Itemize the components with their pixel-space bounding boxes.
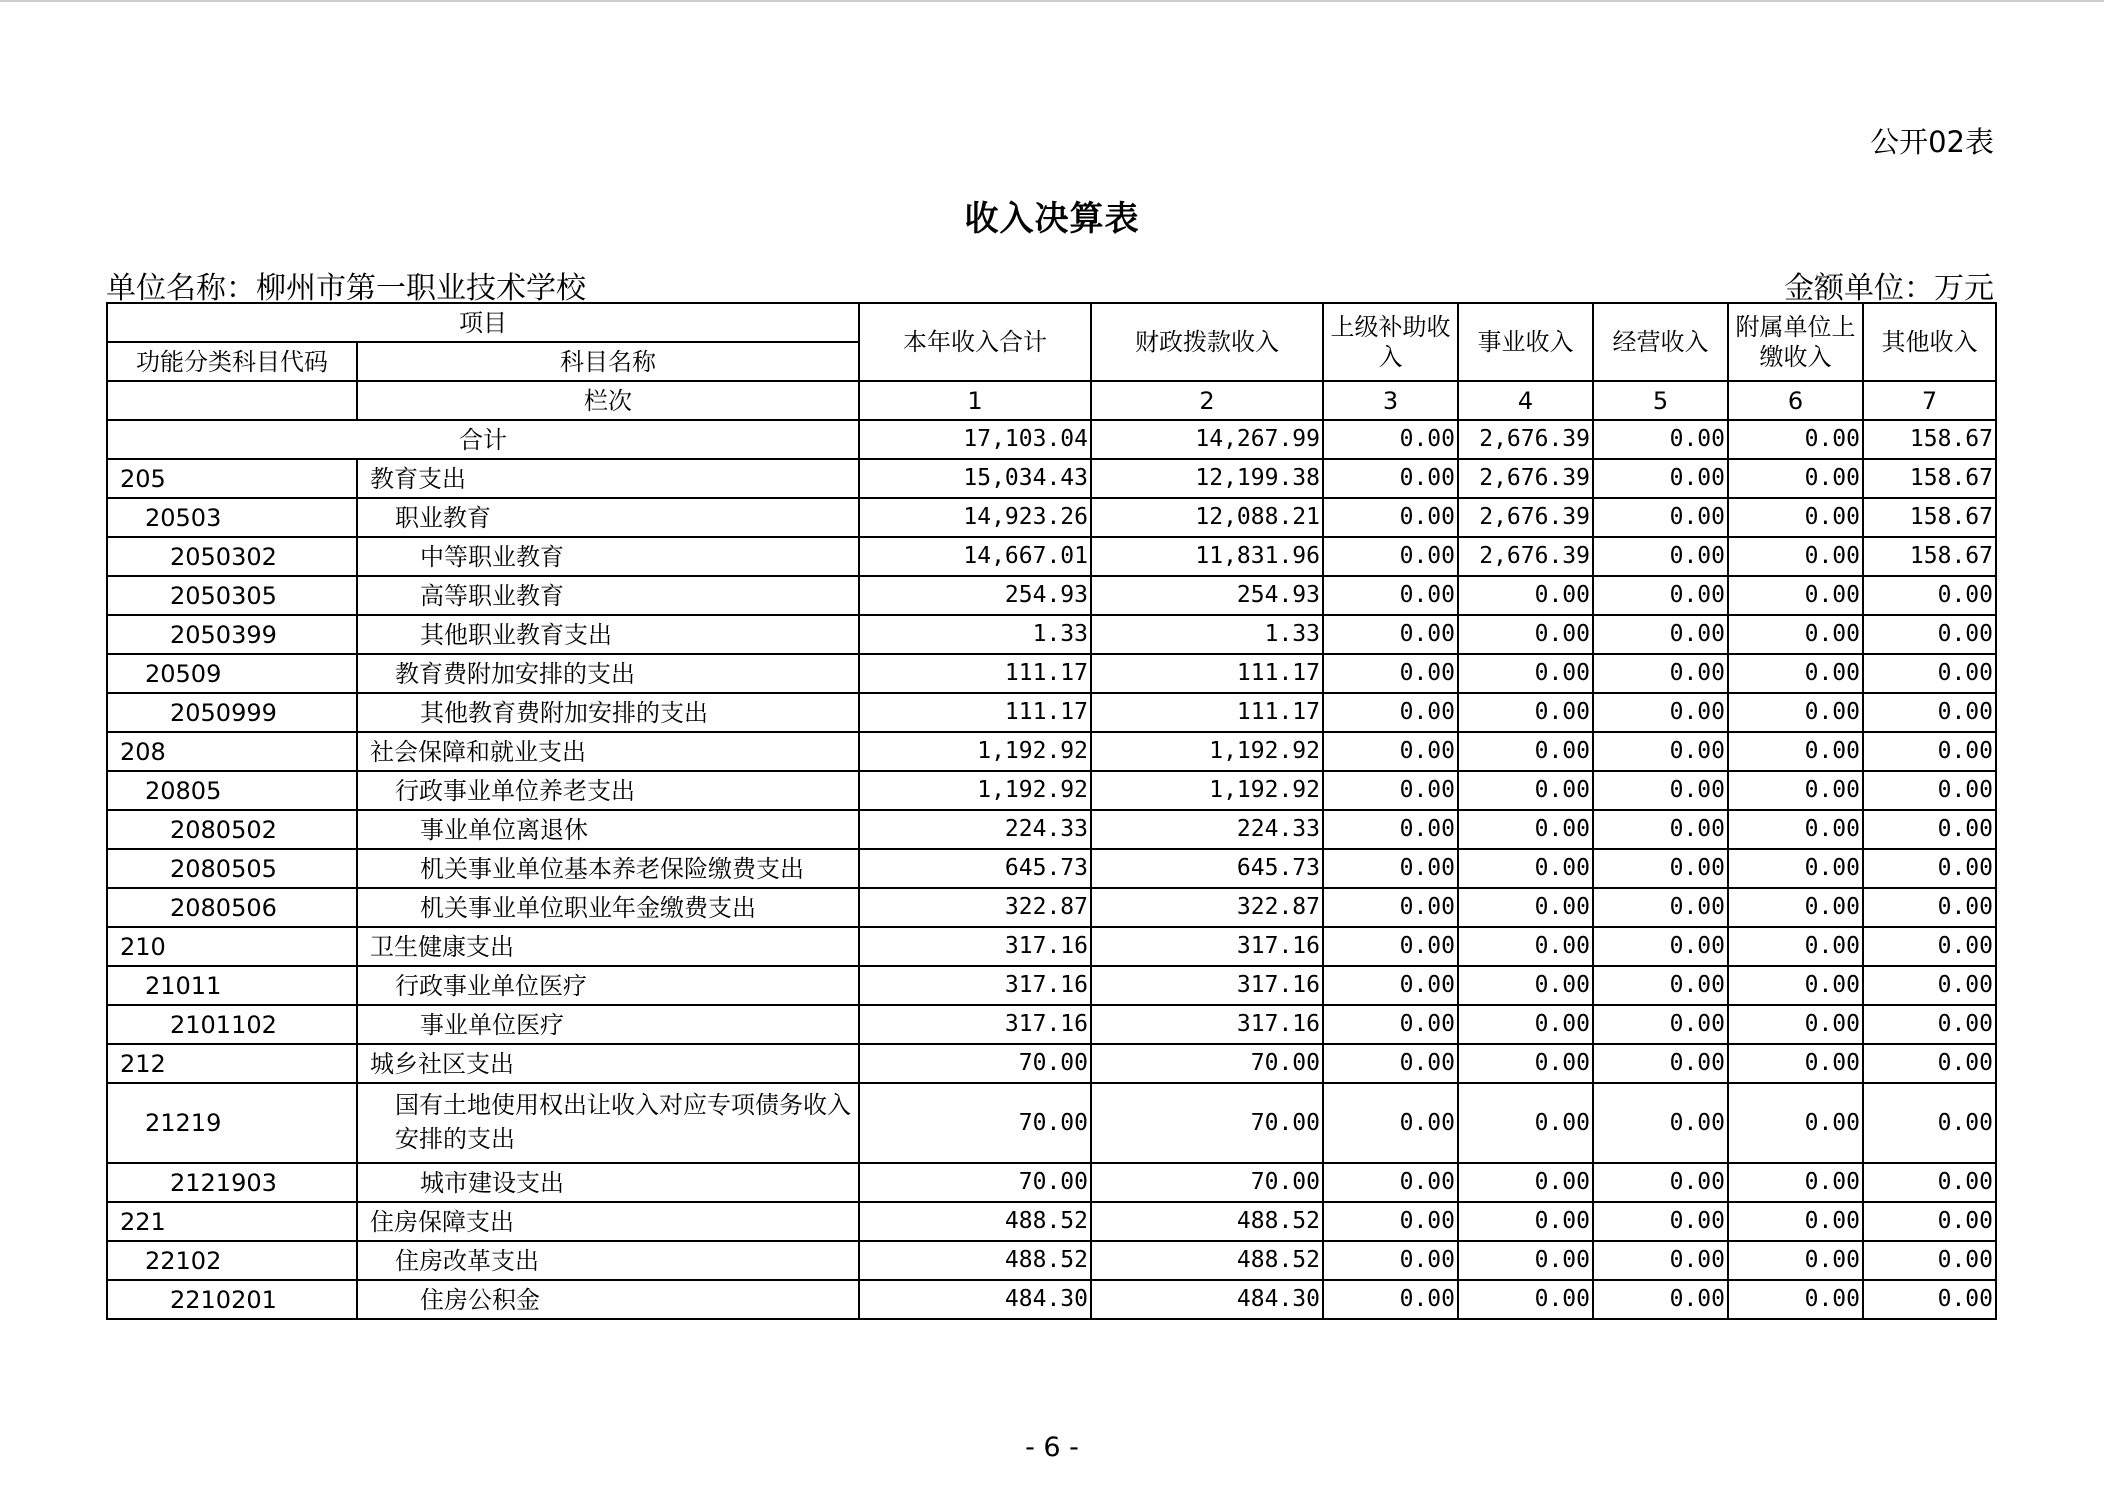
amount-cell: 0.00: [1458, 693, 1593, 732]
table-row: [107, 576, 1996, 615]
amount-cell: 0.00: [1728, 1005, 1863, 1044]
total-row: [107, 420, 1996, 459]
subject-name: 教育支出: [357, 459, 859, 498]
amount-cell: 322.87: [1091, 888, 1323, 927]
amount-cell: 0.00: [1458, 654, 1593, 693]
amount-cell: 0.00: [1593, 927, 1728, 966]
amount-cell: 0.00: [1323, 537, 1458, 576]
amount-cell: 0.00: [1458, 849, 1593, 888]
top-border-line: [0, 0, 2104, 2]
table-row: [107, 615, 1996, 654]
header-col-4: 事业收入: [1458, 303, 1593, 381]
table-row: [107, 1202, 1996, 1241]
amount-cell: 317.16: [1091, 966, 1323, 1005]
amount-cell: 70.00: [1091, 1083, 1323, 1163]
amount-cell: 0.00: [1593, 654, 1728, 693]
amount-cell: 0.00: [1728, 576, 1863, 615]
total-value: 17,103.04: [859, 420, 1091, 459]
amount-cell: 0.00: [1728, 927, 1863, 966]
amount-cell: 0.00: [1458, 1163, 1593, 1202]
subject-name: 住房改革支出: [357, 1241, 859, 1280]
amount-unit: 金额单位：万元: [1784, 271, 1994, 306]
amount-cell: 224.33: [859, 810, 1091, 849]
amount-cell: 70.00: [859, 1163, 1091, 1202]
subject-code: 20509: [107, 654, 357, 693]
column-number-3: 3: [1323, 381, 1458, 420]
column-index-row: [107, 381, 1996, 420]
header-item: 项目: [107, 303, 859, 342]
subject-name: 其他教育费附加安排的支出: [357, 693, 859, 732]
amount-cell: 0.00: [1728, 810, 1863, 849]
total-label: 合计: [107, 420, 859, 459]
amount-cell: 0.00: [1593, 1044, 1728, 1083]
header-name: 科目名称: [357, 342, 859, 381]
subject-code: 22102: [107, 1241, 357, 1280]
amount-cell: 0.00: [1323, 615, 1458, 654]
amount-cell: 0.00: [1593, 576, 1728, 615]
amount-cell: 0.00: [1863, 732, 1996, 771]
amount-cell: 0.00: [1323, 927, 1458, 966]
subject-name: 其他职业教育支出: [357, 615, 859, 654]
amount-cell: 488.52: [859, 1241, 1091, 1280]
subject-code: 205: [107, 459, 357, 498]
subject-name: 住房公积金: [357, 1280, 859, 1319]
subject-name: 城乡社区支出: [357, 1044, 859, 1083]
amount-cell: 0.00: [1593, 1202, 1728, 1241]
amount-cell: 0.00: [1728, 1202, 1863, 1241]
amount-cell: 158.67: [1863, 459, 1996, 498]
amount-cell: 1.33: [859, 615, 1091, 654]
subject-code: 2080505: [107, 849, 357, 888]
total-value: 2,676.39: [1458, 420, 1593, 459]
amount-cell: 11,831.96: [1091, 537, 1323, 576]
amount-cell: 0.00: [1323, 654, 1458, 693]
table-row: [107, 810, 1996, 849]
subject-code: 20503: [107, 498, 357, 537]
amount-cell: 0.00: [1458, 1005, 1593, 1044]
subject-name: 机关事业单位基本养老保险缴费支出: [357, 849, 859, 888]
subject-code: 2121903: [107, 1163, 357, 1202]
amount-cell: 0.00: [1728, 537, 1863, 576]
amount-cell: 0.00: [1323, 888, 1458, 927]
column-index-label: 栏次: [357, 381, 859, 420]
subject-code: 2050999: [107, 693, 357, 732]
amount-cell: 0.00: [1863, 849, 1996, 888]
total-value: 0.00: [1728, 420, 1863, 459]
amount-cell: 0.00: [1593, 1005, 1728, 1044]
subject-code: 210: [107, 927, 357, 966]
amount-cell: 0.00: [1593, 966, 1728, 1005]
amount-cell: 0.00: [1863, 966, 1996, 1005]
amount-cell: 0.00: [1593, 498, 1728, 537]
amount-cell: 0.00: [1863, 654, 1996, 693]
subject-code: 2080506: [107, 888, 357, 927]
amount-cell: 1,192.92: [1091, 771, 1323, 810]
amount-cell: 0.00: [1323, 771, 1458, 810]
amount-cell: 0.00: [1863, 888, 1996, 927]
amount-cell: 0.00: [1323, 810, 1458, 849]
amount-cell: 0.00: [1323, 693, 1458, 732]
amount-cell: 70.00: [1091, 1163, 1323, 1202]
table-row: [107, 771, 1996, 810]
table-row: [107, 732, 1996, 771]
amount-cell: 0.00: [1458, 1202, 1593, 1241]
amount-cell: 70.00: [859, 1083, 1091, 1163]
table-row: [107, 1280, 1996, 1319]
amount-cell: 0.00: [1728, 1044, 1863, 1083]
amount-cell: 2,676.39: [1458, 537, 1593, 576]
page-title: 收入决算表: [964, 199, 1140, 239]
subject-name: 事业单位离退休: [357, 810, 859, 849]
amount-cell: 0.00: [1728, 849, 1863, 888]
subject-code: 2050302: [107, 537, 357, 576]
form-number: 公开02表: [1870, 125, 1994, 159]
amount-cell: 0.00: [1458, 927, 1593, 966]
amount-cell: 317.16: [859, 927, 1091, 966]
amount-cell: 0.00: [1863, 927, 1996, 966]
amount-cell: 0.00: [1323, 1083, 1458, 1163]
amount-cell: 0.00: [1458, 888, 1593, 927]
column-number-4: 4: [1458, 381, 1593, 420]
amount-cell: 0.00: [1728, 1083, 1863, 1163]
subject-name: 教育费附加安排的支出: [357, 654, 859, 693]
amount-cell: 0.00: [1593, 810, 1728, 849]
subject-name: 中等职业教育: [357, 537, 859, 576]
amount-cell: 0.00: [1323, 1163, 1458, 1202]
amount-cell: 1.33: [1091, 615, 1323, 654]
amount-cell: 0.00: [1593, 888, 1728, 927]
amount-cell: 317.16: [859, 1005, 1091, 1044]
subject-name: 机关事业单位职业年金缴费支出: [357, 888, 859, 927]
amount-cell: 484.30: [1091, 1280, 1323, 1319]
subject-code: 208: [107, 732, 357, 771]
table-row: [107, 966, 1996, 1005]
amount-cell: 1,192.92: [1091, 732, 1323, 771]
amount-cell: 0.00: [1863, 771, 1996, 810]
amount-cell: 0.00: [1323, 966, 1458, 1005]
amount-cell: 0.00: [1458, 1083, 1593, 1163]
amount-cell: 1,192.92: [859, 771, 1091, 810]
amount-cell: 0.00: [1323, 1202, 1458, 1241]
subject-name: 高等职业教育: [357, 576, 859, 615]
amount-cell: 0.00: [1593, 537, 1728, 576]
amount-cell: 111.17: [859, 693, 1091, 732]
table-row: [107, 849, 1996, 888]
amount-cell: 488.52: [1091, 1241, 1323, 1280]
amount-cell: 0.00: [1323, 459, 1458, 498]
amount-cell: 0.00: [1593, 1241, 1728, 1280]
amount-cell: 0.00: [1728, 615, 1863, 654]
amount-cell: 0.00: [1458, 1044, 1593, 1083]
subject-code: 2050399: [107, 615, 357, 654]
amount-cell: 317.16: [1091, 1005, 1323, 1044]
amount-cell: 0.00: [1728, 1241, 1863, 1280]
amount-cell: 0.00: [1728, 693, 1863, 732]
amount-cell: 12,088.21: [1091, 498, 1323, 537]
amount-cell: 0.00: [1323, 1005, 1458, 1044]
header-col-7: 其他收入: [1863, 303, 1996, 381]
amount-cell: 0.00: [1728, 771, 1863, 810]
amount-cell: 0.00: [1593, 732, 1728, 771]
amount-cell: 0.00: [1593, 849, 1728, 888]
table-row: [107, 927, 1996, 966]
header-code: 功能分类科目代码: [107, 342, 357, 381]
amount-cell: 0.00: [1593, 459, 1728, 498]
amount-cell: 0.00: [1863, 1163, 1996, 1202]
amount-cell: 0.00: [1863, 810, 1996, 849]
amount-cell: 12,199.38: [1091, 459, 1323, 498]
table-row: [107, 1163, 1996, 1202]
header-col-6: 附属单位上缴收入: [1728, 303, 1863, 381]
amount-cell: 0.00: [1593, 693, 1728, 732]
amount-cell: 0.00: [1728, 1163, 1863, 1202]
total-value: 0.00: [1593, 420, 1728, 459]
total-value: 158.67: [1863, 420, 1996, 459]
column-number-7: 7: [1863, 381, 1996, 420]
amount-cell: 645.73: [1091, 849, 1323, 888]
amount-cell: 645.73: [859, 849, 1091, 888]
amount-cell: 111.17: [1091, 693, 1323, 732]
amount-cell: 0.00: [1458, 576, 1593, 615]
amount-cell: 0.00: [1863, 1241, 1996, 1280]
amount-cell: 254.93: [859, 576, 1091, 615]
amount-cell: 70.00: [859, 1044, 1091, 1083]
amount-cell: 14,923.26: [859, 498, 1091, 537]
amount-cell: 0.00: [1863, 1083, 1996, 1163]
amount-cell: 0.00: [1728, 498, 1863, 537]
amount-cell: 0.00: [1323, 732, 1458, 771]
total-value: 0.00: [1323, 420, 1458, 459]
amount-cell: 488.52: [1091, 1202, 1323, 1241]
amount-cell: 0.00: [1728, 888, 1863, 927]
subject-name: 国有土地使用权出让收入对应专项债务收入安排的支出: [357, 1083, 859, 1163]
column-number-6: 6: [1728, 381, 1863, 420]
amount-cell: 0.00: [1323, 576, 1458, 615]
amount-cell: 0.00: [1458, 1280, 1593, 1319]
table-row: [107, 498, 1996, 537]
table-row: [107, 888, 1996, 927]
amount-cell: 0.00: [1593, 1083, 1728, 1163]
header-col-3: 上级补助收入: [1323, 303, 1458, 381]
table-row: [107, 459, 1996, 498]
amount-cell: 254.93: [1091, 576, 1323, 615]
amount-cell: 0.00: [1593, 771, 1728, 810]
subject-code: 2101102: [107, 1005, 357, 1044]
amount-cell: 0.00: [1323, 498, 1458, 537]
subject-name: 卫生健康支出: [357, 927, 859, 966]
column-number-2: 2: [1091, 381, 1323, 420]
table-row: [107, 1005, 1996, 1044]
amount-cell: 0.00: [1728, 1280, 1863, 1319]
subject-name: 行政事业单位养老支出: [357, 771, 859, 810]
table-row: [107, 1083, 1996, 1163]
header-col-1: 本年收入合计: [859, 303, 1091, 381]
subject-name: 事业单位医疗: [357, 1005, 859, 1044]
amount-cell: 0.00: [1323, 1241, 1458, 1280]
amount-cell: 0.00: [1323, 1044, 1458, 1083]
amount-cell: 14,667.01: [859, 537, 1091, 576]
amount-cell: 0.00: [1458, 771, 1593, 810]
amount-cell: 317.16: [1091, 927, 1323, 966]
amount-cell: 484.30: [859, 1280, 1091, 1319]
table-row: [107, 1241, 1996, 1280]
amount-cell: 2,676.39: [1458, 498, 1593, 537]
page-number: - 6 -: [1025, 1432, 1079, 1463]
amount-cell: 70.00: [1091, 1044, 1323, 1083]
amount-cell: 0.00: [1863, 1280, 1996, 1319]
amount-cell: 317.16: [859, 966, 1091, 1005]
amount-cell: 0.00: [1863, 615, 1996, 654]
amount-cell: 224.33: [1091, 810, 1323, 849]
subject-code: 221: [107, 1202, 357, 1241]
subject-code: 212: [107, 1044, 357, 1083]
amount-cell: 0.00: [1863, 1005, 1996, 1044]
amount-cell: 0.00: [1593, 1163, 1728, 1202]
amount-cell: 0.00: [1458, 615, 1593, 654]
table-row: [107, 1044, 1996, 1083]
subject-name: 社会保障和就业支出: [357, 732, 859, 771]
amount-cell: 0.00: [1458, 1241, 1593, 1280]
amount-cell: 322.87: [859, 888, 1091, 927]
subject-code: 21011: [107, 966, 357, 1005]
unit-name: 单位名称：柳州市第一职业技术学校: [106, 271, 586, 306]
subject-code: 2080502: [107, 810, 357, 849]
subject-code: 21219: [107, 1083, 357, 1163]
amount-cell: 0.00: [1863, 1202, 1996, 1241]
amount-cell: 0.00: [1593, 615, 1728, 654]
amount-cell: 0.00: [1728, 732, 1863, 771]
column-number-5: 5: [1593, 381, 1728, 420]
amount-cell: 0.00: [1458, 966, 1593, 1005]
amount-cell: 0.00: [1458, 810, 1593, 849]
amount-cell: 0.00: [1728, 654, 1863, 693]
subject-code: 2050305: [107, 576, 357, 615]
subject-name: 职业教育: [357, 498, 859, 537]
amount-cell: 0.00: [1728, 966, 1863, 1005]
amount-cell: 2,676.39: [1458, 459, 1593, 498]
amount-cell: 111.17: [859, 654, 1091, 693]
subject-name: 行政事业单位医疗: [357, 966, 859, 1005]
amount-cell: 0.00: [1863, 693, 1996, 732]
subject-name: 住房保障支出: [357, 1202, 859, 1241]
header-col-5: 经营收入: [1593, 303, 1728, 381]
table-row: [107, 537, 1996, 576]
amount-cell: 0.00: [1323, 1280, 1458, 1319]
header-row-1: [107, 303, 1996, 342]
amount-cell: 0.00: [1593, 1280, 1728, 1319]
total-value: 14,267.99: [1091, 420, 1323, 459]
amount-cell: 488.52: [859, 1202, 1091, 1241]
amount-cell: 0.00: [1458, 732, 1593, 771]
table-row: [107, 654, 1996, 693]
table-row: [107, 693, 1996, 732]
amount-cell: 0.00: [1728, 459, 1863, 498]
subject-code: 20805: [107, 771, 357, 810]
header-col-2: 财政拨款收入: [1091, 303, 1323, 381]
amount-cell: 158.67: [1863, 537, 1996, 576]
subject-name: 城市建设支出: [357, 1163, 859, 1202]
amount-cell: 15,034.43: [859, 459, 1091, 498]
amount-cell: 0.00: [1323, 849, 1458, 888]
subject-code: 2210201: [107, 1280, 357, 1319]
amount-cell: 111.17: [1091, 654, 1323, 693]
amount-cell: 0.00: [1863, 1044, 1996, 1083]
amount-cell: 1,192.92: [859, 732, 1091, 771]
amount-cell: 158.67: [1863, 498, 1996, 537]
income-table: [106, 302, 1997, 1320]
column-index-blank: [107, 381, 357, 420]
amount-cell: 0.00: [1863, 576, 1996, 615]
column-number-1: 1: [859, 381, 1091, 420]
